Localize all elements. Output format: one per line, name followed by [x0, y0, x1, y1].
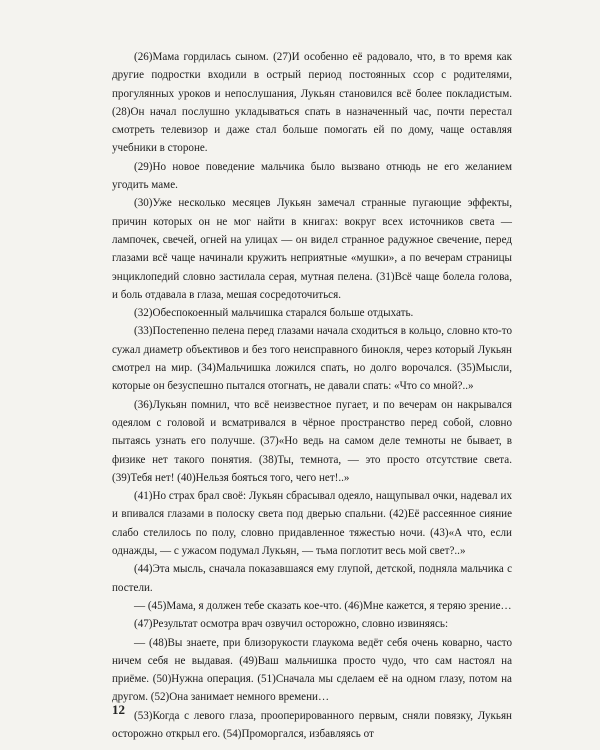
- page-number: 12: [112, 702, 125, 717]
- paragraph-30-31: (30)Уже несколько месяцев Лукьян замечал странные пугающие эффекты, причин которых он не мог найти в книгах: вокруг всех источников света — лампочек, свечей, огней на улицах — он видел странное радужное свечение, перед глазами всё чаще начинали кружить неприятные «мушки», а по вечерам страницы энциклопедий словно застилала серая, мутная пелена. (31)Всё чаще болела голова, и боль отдавала в глаза, мешая сосредоточиться.: [112, 197, 512, 301]
- paragraph-41-43: (41)Но страх брал своё: Лукьян сбрасывал одеяло, нащупывал очки, надевал их и впивался глазами в полоску света под дверью спальни. (42)Её рассеянное сияние слабо стелилось по полу, словно придавленное тяжестью ночи. (43)«А что, если однажды, — с ужасом подумал Лукьян, — тьма поглотит весь мой свет?..»: [112, 490, 512, 558]
- paragraph-48-52: — (48)Вы знаете, при близорукости глаукома ведёт себя очень коварно, часто ничем себя не выдавая. (49)Ваш мальчишка просто чудо, что сам настоял на приёме. (50)Нужна операция. (51)Сначала мы сделаем её на одном глазу, потом на другом. (52)Она занимает немного времени…: [112, 636, 512, 704]
- paragraph-36-40: (36)Лукьян помнил, что всё неизвестное пугает, и по вечерам он накрывался одеялом с головой и всматривался в чёрное пространство перед собой, словно пытаясь узнать его получше. (37)«Но ведь на самом деле темноты не бывает, в физике нет такого понятия. (38)Ты, темнота, — это просто отсутствие света. (39)Тебя нет! (40)Нельзя бояться того, чего нет!..»: [112, 398, 512, 484]
- paragraph-29: (29)Но новое поведение мальчика было вызвано отнюдь не его желанием угодить маме.: [112, 160, 512, 192]
- paragraph-47: (47)Результат осмотра врач озвучил осторожно, словно извиняясь:: [134, 618, 449, 631]
- body-text: [112, 48, 512, 743]
- paragraph-33-35: (33)Постепенно пелена перед глазами начала сходиться в кольцо, словно кто-то сужал диаметр объективов и без того неисправного бинокля, через который Лукьян смотрел на мир. (34)Мальчишка ложился спать, но долго ворочался. (35)Мысли, которые он безуспешно пытался отогнать, не давали спать: «Что со мной?..»: [112, 325, 512, 393]
- paragraph-45-46: — (45)Мама, я должен тебе сказать кое-что. (46)Мне кажется, я теряю зрение…: [134, 599, 512, 612]
- paragraph-53-54: (53)Когда с левого глаза, прооперированного первым, сняли повязку, Лукьян осторожно открыл его. (54)Проморгался, избавляясь от: [112, 709, 512, 740]
- paragraph-32: (32)Обеспокоенный мальчишка старался больше отдыхать.: [134, 307, 414, 320]
- paragraph-44: (44)Эта мысль, сначала показавшаяся ему глупой, детской, подняла мальчика с постели.: [112, 563, 512, 594]
- paragraph-26-28: (26)Мама гордилась сыном. (27)И особенно её радовало, что, в то время как другие подростки входили в острый период постоянных ссор с родителями, прогулянных уроков и непослушания, Лукьян становился всё более покладистым. (28)Он начал послушно укладываться спать в назначенный час, почти перестал смотреть телевизор и даже стал больше помогать ей по дому, чаще оставляя учебники в стороне.: [112, 51, 512, 155]
